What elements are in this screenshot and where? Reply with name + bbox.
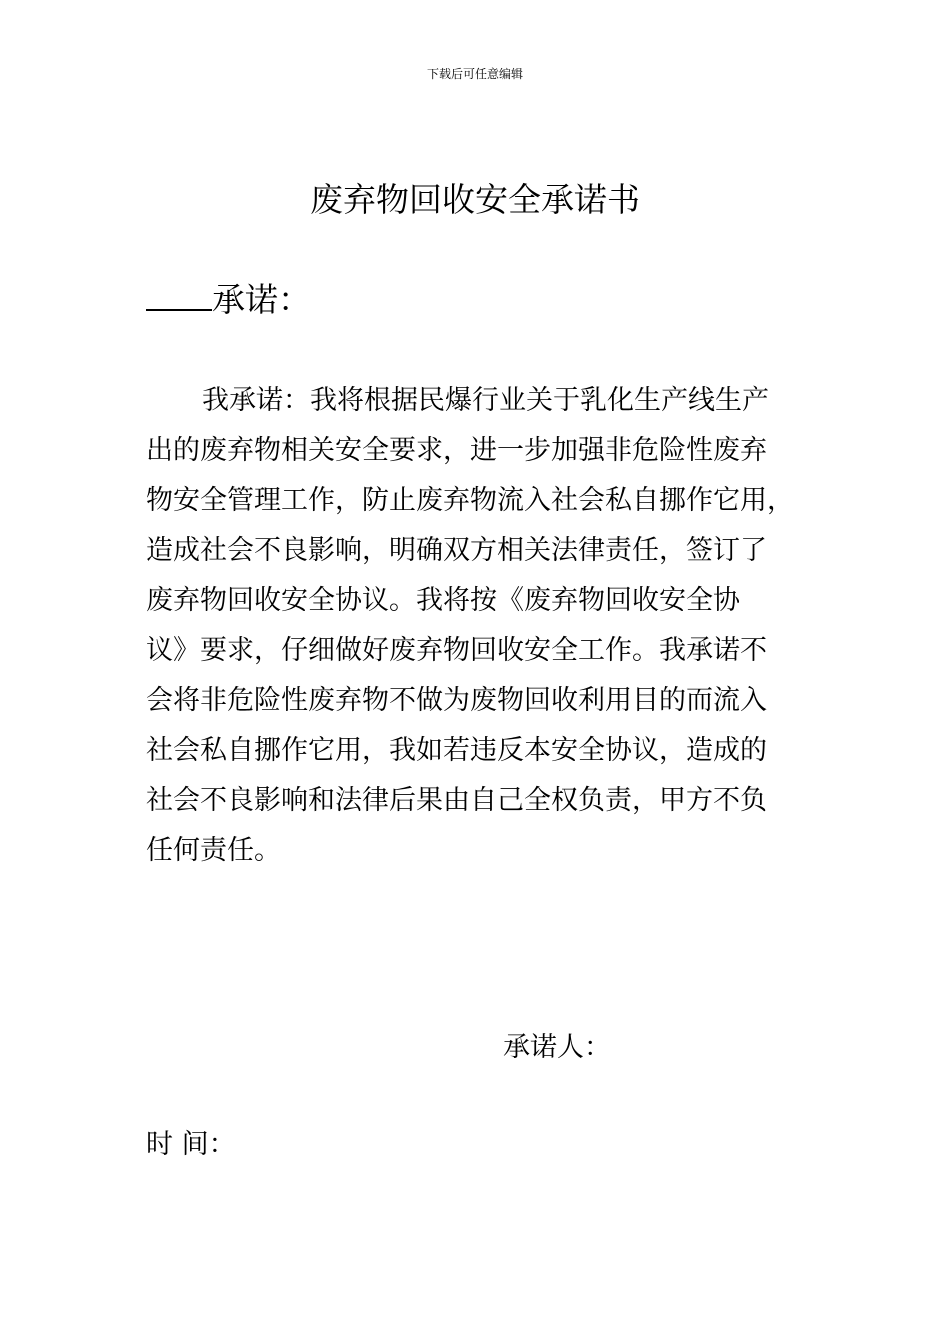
body-line: 我承诺：我将根据民爆行业关于乳化生产线生产	[202, 385, 769, 416]
body-line: 造成社会不良影响，明确双方相关法律责任，签订了	[146, 535, 767, 566]
page-title: 废弃物回收安全承诺书	[310, 180, 640, 219]
header-note: 下载后可任意编辑	[426, 67, 523, 81]
body-line: 出的废弃物相关安全要求，进一步加强非危险性废弃	[146, 435, 767, 466]
body-line: 物安全管理工作，防止废弃物流入社会私自挪作它用，	[146, 485, 794, 516]
body-line: 社会私自挪作它用，我如若违反本安全协议，造成的	[146, 735, 767, 766]
addressee-blank	[146, 278, 212, 311]
body-line: 会将非危险性废弃物不做为废物回收利用目的而流入	[146, 685, 767, 716]
body-line: 废弃物回收安全协议。我将按《废弃物回收安全协	[146, 585, 740, 616]
signer-label: 承诺人：	[503, 1032, 611, 1063]
body-line: 议》要求，仔细做好废弃物回收安全工作。我承诺不	[146, 635, 767, 666]
addressee-line	[146, 278, 311, 322]
addressee-suffix: 承诺：	[212, 280, 311, 319]
date-label: 时 间：	[146, 1129, 236, 1160]
commitment-body	[146, 376, 806, 876]
body-line: 任何责任。	[146, 835, 281, 866]
body-line: 社会不良影响和法律后果由自己全权负责，甲方不负	[146, 785, 767, 816]
